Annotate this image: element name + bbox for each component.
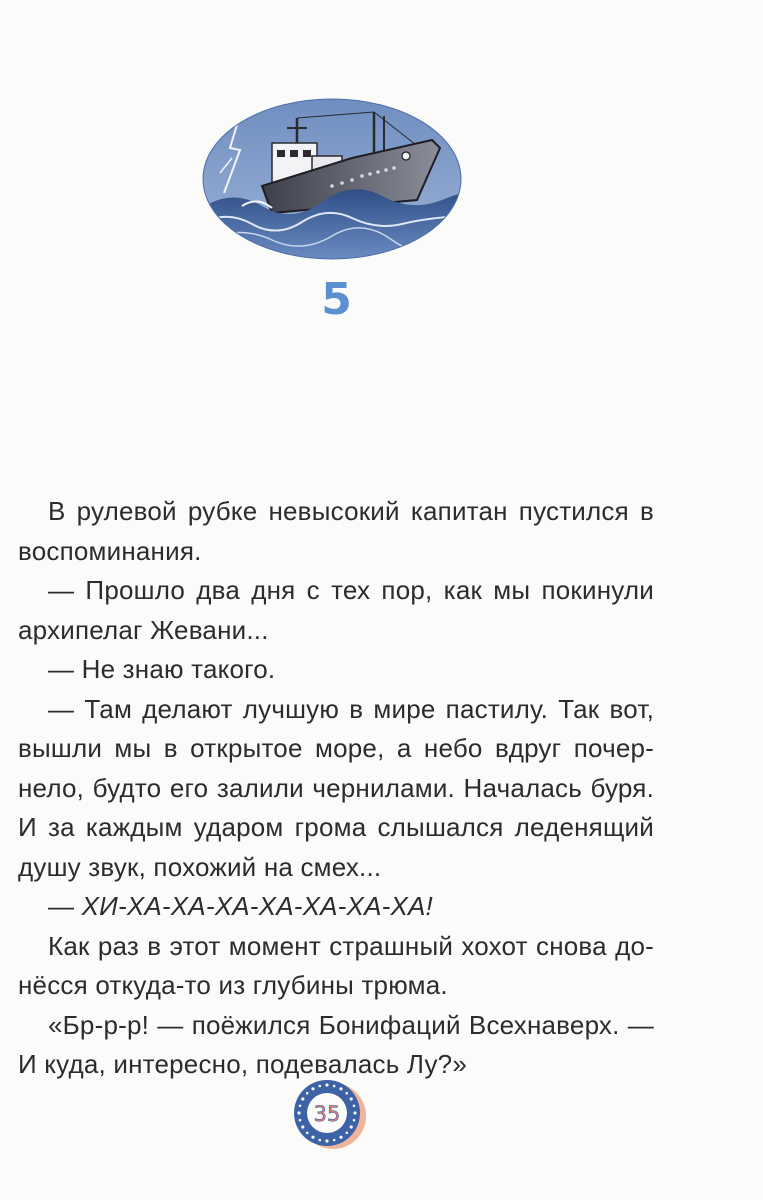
shout-text: ХИ-ХА-ХА-ХА-ХА-ХА-ХА-ХА! — [81, 891, 433, 921]
paragraph: — Прошло два дня с тех пор, как мы покинули архипелаг Жевани... — [18, 575, 654, 645]
shout-line — [18, 887, 654, 927]
page-number-badge — [289, 1078, 369, 1152]
paragraph: В рулевой рубке невысокий капитан пустился в воспоминания. — [18, 496, 654, 566]
page-number: 35 — [313, 1102, 341, 1126]
paragraph: — Не знаю такого. — [48, 654, 276, 684]
paragraph: — Там делают лучшую в мире пастилу. Так вот, вышли мы в открытое море, а небо вдруг почер-нело, будто его залили чернилами. Началась буря. И за каждым ударом грома слышался леденящий душу звук, похожий на смех... — [18, 693, 654, 882]
chapter-number: 5 — [321, 274, 352, 325]
story-text — [18, 492, 654, 1085]
paragraph: Как раз в этот момент страшный хохот снова до-нёсся откуда-то из глубины трюма. — [18, 930, 654, 1000]
shout-dash: — — [48, 891, 82, 921]
ship-storm-illustration — [202, 98, 462, 260]
paragraph: «Бр-р-р! — поёжился Бонифаций Всехнаверх. — И куда, интересно, подевалась Лу?» — [18, 1009, 654, 1079]
